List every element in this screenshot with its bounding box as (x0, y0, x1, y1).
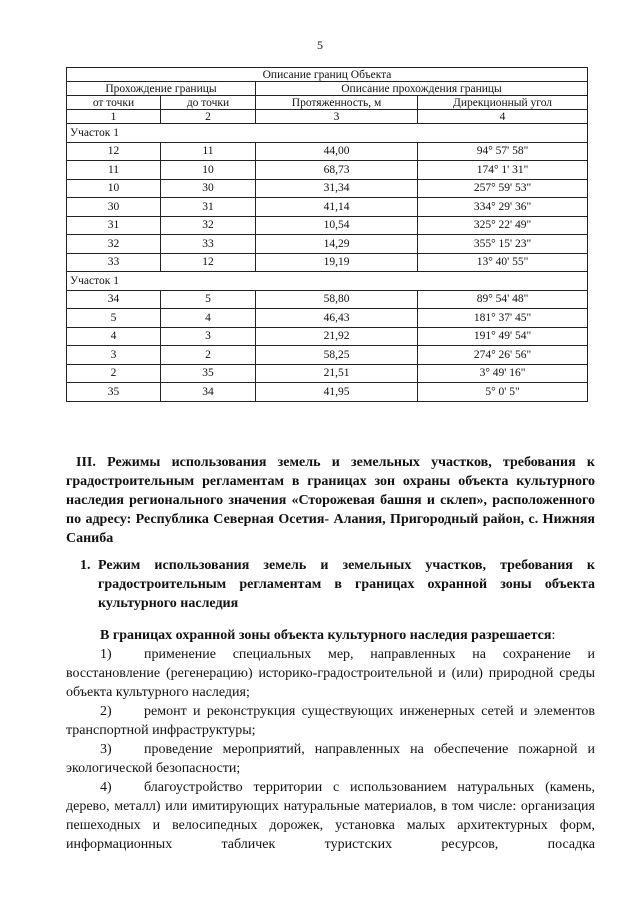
cell-to: 3 (161, 327, 256, 346)
col-header-angle: Дирекционный угол (418, 96, 588, 110)
cell-to: 30 (161, 179, 256, 198)
table-row (67, 161, 588, 180)
cell-from: 5 (67, 309, 161, 328)
table-row (67, 309, 588, 328)
col-index: 1 (67, 110, 161, 124)
boundary-table (66, 67, 588, 402)
cell-to: 10 (161, 161, 256, 180)
cell-length: 10,54 (256, 216, 418, 235)
list-item (66, 778, 595, 854)
group-header-right: Описание прохождения границы (256, 82, 588, 96)
cell-length: 41,95 (256, 383, 418, 402)
cell-angle: 191° 49' 54" (418, 327, 588, 346)
section-3-heading (66, 453, 595, 548)
list-item-text: проведение мероприятий, направленных на обеспечение пожарной и экологической безопасности; (66, 742, 595, 776)
list-item-text: применение специальных мер, направленных на сохранение и восстановление (регенерацию) историко-градостроительной и (или) природной среды объекта культурного наследия; (66, 647, 595, 700)
cell-from: 2 (67, 364, 161, 383)
cell-length: 46,43 (256, 309, 418, 328)
cell-angle: 181° 37' 45" (418, 309, 588, 328)
col-header-from: от точки (67, 96, 161, 110)
cell-length: 19,19 (256, 253, 418, 272)
lead-paragraph (66, 626, 595, 645)
cell-to: 4 (161, 309, 256, 328)
cell-angle: 94° 57' 58" (418, 142, 588, 161)
cell-angle: 13° 40' 55" (418, 253, 588, 272)
col-index: 3 (256, 110, 418, 124)
cell-angle: 274° 26' 56" (418, 346, 588, 365)
table-row (67, 235, 588, 254)
table-row (67, 327, 588, 346)
table-row (67, 383, 588, 402)
cell-length: 58,25 (256, 346, 418, 365)
list-item-text: ремонт и реконструкция существующих инженерных сетей и элементов транспортной инфраструктуры; (66, 704, 595, 738)
table-row (67, 253, 588, 272)
cell-from: 4 (67, 327, 161, 346)
col-index: 4 (418, 110, 588, 124)
list-item-number: 3) (100, 742, 112, 757)
body-text (66, 626, 595, 854)
cell-to: 2 (161, 346, 256, 365)
section-3-heading-line1: III. Режимы использования земель и земельных участков, требования к (76, 455, 595, 470)
cell-from: 31 (67, 216, 161, 235)
cell-from: 10 (67, 179, 161, 198)
cell-from: 32 (67, 235, 161, 254)
table-title: Описание границ Объекта (67, 68, 588, 82)
section-label: Участок 1 (67, 124, 588, 143)
table-row (67, 216, 588, 235)
table-row (67, 142, 588, 161)
col-index: 2 (161, 110, 256, 124)
cell-angle: 89° 54' 48" (418, 290, 588, 309)
cell-from: 34 (67, 290, 161, 309)
cell-to: 33 (161, 235, 256, 254)
page-number: 5 (317, 38, 323, 52)
table-row (67, 198, 588, 217)
cell-to: 32 (161, 216, 256, 235)
cell-from: 35 (67, 383, 161, 402)
list-item-number: 4) (100, 780, 112, 795)
cell-length: 41,14 (256, 198, 418, 217)
cell-length: 21,92 (256, 327, 418, 346)
cell-angle: 325° 22' 49" (418, 216, 588, 235)
section-label: Участок 1 (67, 272, 588, 291)
section-3-heading-rest: градостроительным регламентам в границах зон охраны объекта культурного наследия регионального значения «Сторожевая башня и склеп», расположенного по адресу: Республика Северная Осетия- Алания, Пригородный район, с. Нижняя Саниба (66, 474, 595, 546)
lead-bold: В границах охранной зоны объекта культурного наследия разрешается (100, 628, 552, 643)
list-item-text: благоустройство территории с использованием натуральных (камень, дерево, металл) или имитирующих натуральные материалов, в том числе: организация пешеходных и велосипедных дорожек, установка малых архитектурных форм, информационных табличек туристских ресурсов, посадка (66, 780, 595, 852)
cell-angle: 174° 1' 31" (418, 161, 588, 180)
table-row (67, 364, 588, 383)
cell-angle: 3° 49' 16" (418, 364, 588, 383)
list-item (66, 702, 595, 740)
table-row (67, 179, 588, 198)
cell-to: 35 (161, 364, 256, 383)
cell-angle: 355° 15' 23" (418, 235, 588, 254)
group-header-left: Прохождение границы (67, 82, 256, 96)
list-item (66, 645, 595, 702)
col-header-length: Протяженность, м (256, 96, 418, 110)
subsection-1-heading (80, 556, 595, 613)
table-row (67, 290, 588, 309)
cell-angle: 257° 59' 53" (418, 179, 588, 198)
section-row (67, 124, 588, 143)
cell-angle: 5° 0' 5" (418, 383, 588, 402)
subsection-text: Режим использования земель и земельных участков, требования к градостроительным регламентам в границах охранной зоны объекта культурного наследия (98, 558, 595, 611)
cell-from: 33 (67, 253, 161, 272)
cell-length: 58,80 (256, 290, 418, 309)
col-header-to: до точки (161, 96, 256, 110)
cell-length: 68,73 (256, 161, 418, 180)
list-item (66, 740, 595, 778)
cell-length: 21,51 (256, 364, 418, 383)
list-item-number: 1) (100, 647, 112, 662)
subsection-number: 1. (80, 558, 91, 573)
cell-from: 30 (67, 198, 161, 217)
cell-length: 44,00 (256, 142, 418, 161)
section-row (67, 272, 588, 291)
cell-from: 3 (67, 346, 161, 365)
cell-to: 31 (161, 198, 256, 217)
cell-from: 12 (67, 142, 161, 161)
cell-angle: 334° 29' 36" (418, 198, 588, 217)
cell-to: 12 (161, 253, 256, 272)
cell-to: 5 (161, 290, 256, 309)
cell-length: 31,34 (256, 179, 418, 198)
list-item-number: 2) (100, 704, 112, 719)
cell-to: 11 (161, 142, 256, 161)
table-row (67, 346, 588, 365)
cell-length: 14,29 (256, 235, 418, 254)
lead-tail: : (551, 628, 556, 643)
cell-from: 11 (67, 161, 161, 180)
cell-to: 34 (161, 383, 256, 402)
